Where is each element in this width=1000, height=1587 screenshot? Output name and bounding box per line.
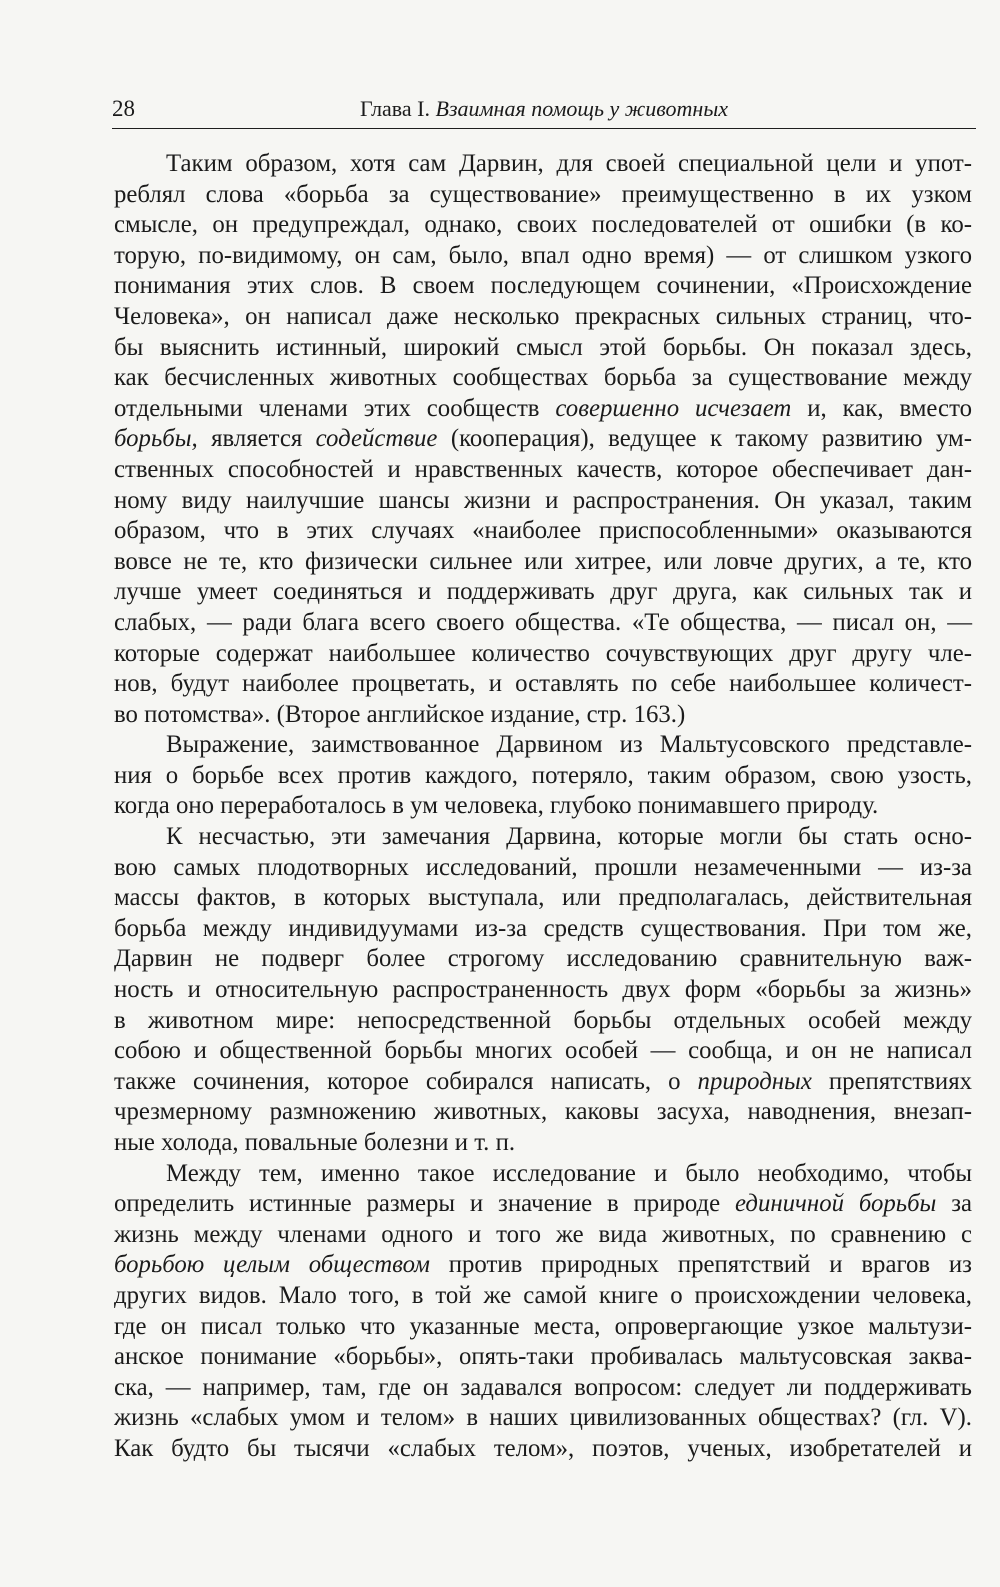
text-line [114,1342,972,1373]
text-line [114,639,972,670]
text-line [114,394,972,425]
text-line [114,1250,972,1281]
text-run: ные холода, повальные болезни и т. п. [114,1129,516,1156]
text-line [114,1036,972,1067]
chapter-title-italic: Взаимная помощь у животных [435,96,728,121]
text-run: также сочинения, которое собирался написать, о [114,1067,698,1095]
chapter-prefix: Глава I. [360,96,430,121]
text-line [114,486,972,517]
text-run: и, как, вместо [791,394,972,422]
text-run: отдельными членами этих сообществ [114,394,556,422]
running-head [112,96,976,129]
text-run: препятствиях [811,1067,972,1095]
text-run: чрезмерному размножению животных, каковы засуха, наводнения, внезап- [114,1098,972,1126]
text-line [114,1159,972,1190]
text-line [114,210,972,241]
text-run: Дарвин не подверг более строгому исследованию сравнительную важ- [114,945,972,973]
text-line [114,547,972,578]
text-line [114,1281,972,1312]
text-line [114,1434,972,1465]
text-line [114,149,972,180]
text-line [114,1312,972,1343]
text-run: лучше умеет соединяться и поддерживать друг друга, как сильных так и [114,578,972,606]
text-run: ска, — например, там, где он задавался вопросом: следует ли поддерживать [114,1373,972,1401]
text-run: является [197,425,316,453]
text-run: нов, будут наиболее процветать, и оставлять по себе наибольшее количест- [114,670,972,698]
text-line [114,975,972,1006]
text-run: вовсе не те, кто физически сильнее или хитрее, или ловче других, а те, кто [114,547,972,575]
text-run: собою и общественной борьбы многих особей — сообща, и он не написал [114,1037,972,1065]
text-run: торую, по-видимому, он сам, было, впал одно время) — от слишком узкого [114,241,972,269]
text-line [114,271,972,302]
text-run: Таким образом, хотя сам Дарвин, для своей специальной цели и упот- [166,150,972,177]
text-line [114,180,972,211]
text-run: где он писал только что указанные места, опровергающие узкое мальтузи- [114,1312,972,1340]
text-line [114,241,972,272]
text-line [114,1097,972,1128]
text-line [114,791,972,822]
text-run: других видов. Мало того, в той же самой книге о происхождении человека, [114,1281,972,1309]
text-line [114,424,972,455]
text-line [114,1220,972,1251]
text-line [114,455,972,486]
text-run: ственных способностей и нравственных качеств, которое обеспечивает дан- [114,455,972,483]
chapter-title [360,96,728,122]
text-run: Как будто бы тысячи «слабых телом», поэтов, ученых, изобретателей и [114,1434,972,1462]
text-run: К несчастью, эти замечания Дарвина, которые могли бы стать осно- [166,823,972,851]
text-run: за [936,1190,972,1218]
text-line [114,516,972,547]
text-line [114,883,972,914]
text-run: ному виду наилучшие шансы жизни и распространения. Он указал, таким [114,486,972,514]
text-run: смысле, он предупреждал, однако, своих последователей от ошибки (в ко- [114,211,972,239]
text-run: массы фактов, в которых выступала, или предполагалась, действительная [114,884,972,912]
text-run: борьба между индивидуумами из-за средств существования. При том же, [114,914,972,942]
text-run: жизнь «слабых умом и телом» в наших цивилизованных обществах? (гл. V). [114,1404,972,1432]
text-line [114,363,972,394]
text-run: реблял слова «борьба за существование» преимущественно в их узком [114,180,972,208]
italic-run: борьбою целым обществом [114,1251,430,1279]
text-line [114,700,972,731]
text-run: в животном мире: непосредственной борьбы отдельных особей между [114,1006,972,1034]
text-line [114,853,972,884]
text-run: Человека», он написал даже несколько прекрасных сильных страниц, что- [114,302,972,330]
text-line [114,944,972,975]
text-run: которые содержат наибольшее количество сочувствующих друг другу чле- [114,639,972,667]
text-run: понимания этих слов. В своем последующем сочинении, «Происхождение [114,272,972,300]
text-run: Между тем, именно такое исследование и было необходимо, чтобы [166,1159,972,1187]
text-line [114,608,972,639]
italic-run: единичной борьбы [735,1190,937,1218]
text-line [114,1373,972,1404]
page-number: 28 [112,96,135,121]
text-line [114,822,972,853]
text-line [114,1403,972,1434]
text-line [114,669,972,700]
text-line [114,914,972,945]
text-line [114,1128,972,1159]
text-run: ность и относительную распространенность двух форм «борьбы за жизнь» [114,976,972,1004]
text-line [114,577,972,608]
text-run: слабых, — ради блага всего своего общества. «Те общества, — писал он, — [114,608,972,636]
text-line [114,1189,972,1220]
italic-run: борьбы, [114,425,198,453]
text-line [114,333,972,364]
text-run: против природных препятствий и врагов из [429,1251,972,1279]
text-run: (кооперация), ведущее к такому развитию ум- [437,425,972,453]
text-line [114,1067,972,1098]
body-text [114,149,972,1465]
text-line [114,761,972,792]
text-run: анское понимание «борьбы», опять-таки пробивалась мальтусовская заква- [114,1343,972,1371]
text-line [114,730,972,761]
text-run: определить истинные размеры и значение в природе [114,1190,736,1218]
text-run: ния о борьбе всех против каждого, потеряло, таким образом, свою узость, [114,761,972,789]
text-line [114,302,972,333]
text-run: Выражение, заимствованное Дарвином из Мальтусовского представле- [166,731,972,759]
text-run: жизнь между членами одного и того же вида животных, по сравнению с [114,1220,972,1248]
text-run: как бесчисленных животных сообществах борьба за существование между [114,364,972,392]
italic-run: совершенно исчезает [555,394,792,422]
text-line [114,1006,972,1037]
italic-run: содействие [315,425,438,453]
italic-run: природных [697,1067,812,1095]
text-run: образом, что в этих случаях «наиболее приспособленными» оказываются [114,517,972,545]
text-run: бы выяснить истинный, широкий смысл этой борьбы. Он показал здесь, [114,333,972,361]
text-run: во потомства». (Второе английское издание, стр. 163.) [114,700,686,728]
text-run: вою самых плодотворных исследований, прошли незамеченными — из-за [114,853,972,881]
text-run: когда оно переработалось в ум человека, глубоко понимавшего природу. [114,792,879,820]
